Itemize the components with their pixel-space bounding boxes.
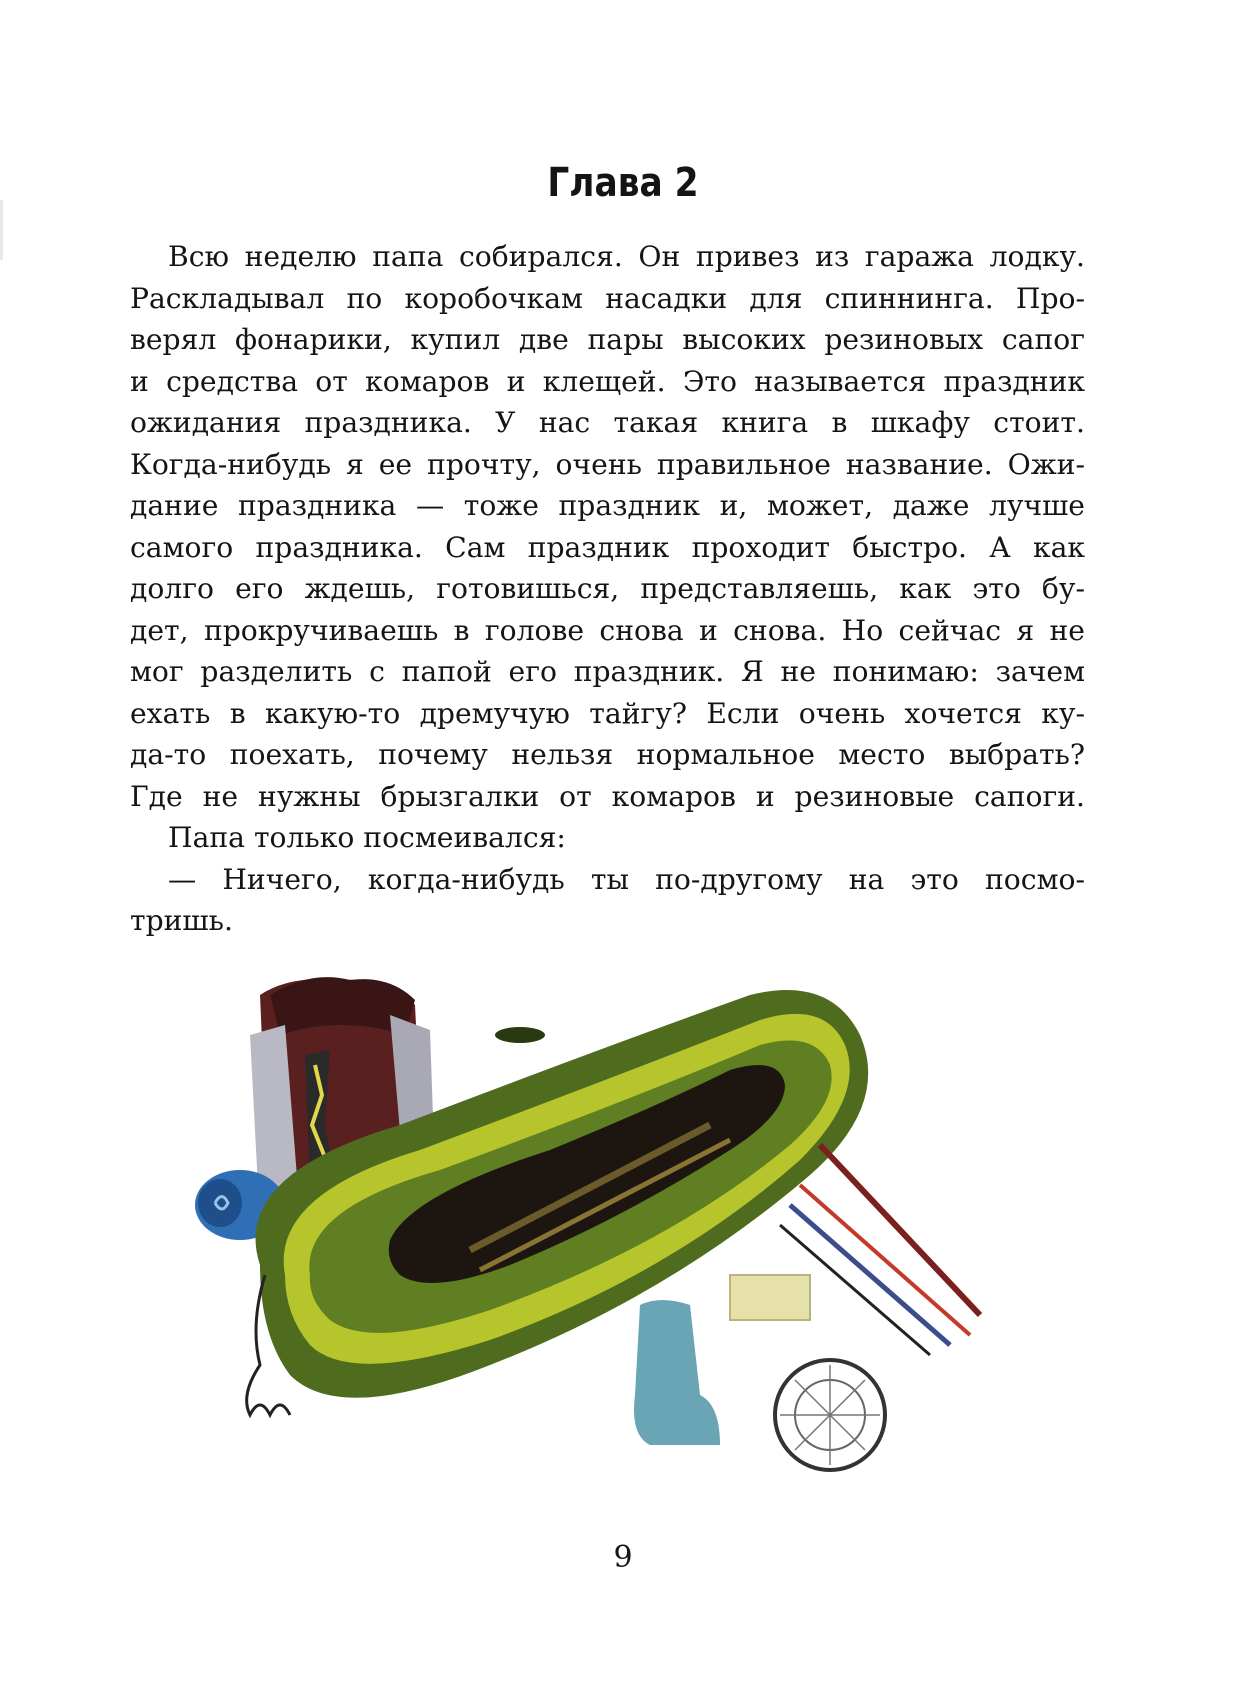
text-line: дание праздника — тоже праздник и, может, даже лучше [130,489,1085,522]
fishing-net-icon [775,1360,885,1470]
page-number: 9 [613,1540,633,1575]
text-line: да-то поехать, почему нельзя нормальное место выбрать? [130,738,1085,771]
text-line: верял фонарики, купил две пары высоких резиновых сапог [130,323,1085,356]
boat-illustration [190,975,1070,1545]
text-line: ожидания праздника. У нас такая книга в шкафу стоит. [130,406,1085,439]
chapter-title: Глава 2 [547,160,699,206]
text-line: дет, прокручиваешь в голове снова и снова. Но сейчас я не [130,613,1085,647]
text-line: Когда-нибудь я ее прочту, очень правильное название. Ожи- [130,447,1085,481]
rubber-boot-icon [634,1275,810,1445]
fishing-rods-icon [780,1145,980,1355]
text-line: Где не нужны брызгалки от комаров и резиновые сапоги. [130,779,1085,813]
text-line: и средства от комаров и клещей. Это называется праздник [130,364,1085,398]
body-text [130,236,1085,942]
text-line: мог разделить с папой его праздник. Я не понимаю: зачем [130,655,1085,688]
text-line: самого праздника. Сам праздник проходит быстро. А как [130,530,1085,564]
text-line: долго его ждешь, готовишься, представляешь, как это бу- [130,572,1085,605]
text-line: Раскладывал по коробочкам насадки для спиннинга. Про- [130,281,1085,315]
text-line: Всю неделю папа собирался. Он привез из гаража лодку. [168,240,1085,273]
text-line: Папа только посмеивался: [168,821,566,854]
page-edge-mark [0,200,3,260]
text-line: — Ничего, когда-нибудь ты по-другому на это посмо- [168,862,1085,896]
text-line: ехать в какую-то дремучую тайгу? Если очень хочется ку- [130,696,1085,730]
text-line: тришь. [130,904,233,937]
